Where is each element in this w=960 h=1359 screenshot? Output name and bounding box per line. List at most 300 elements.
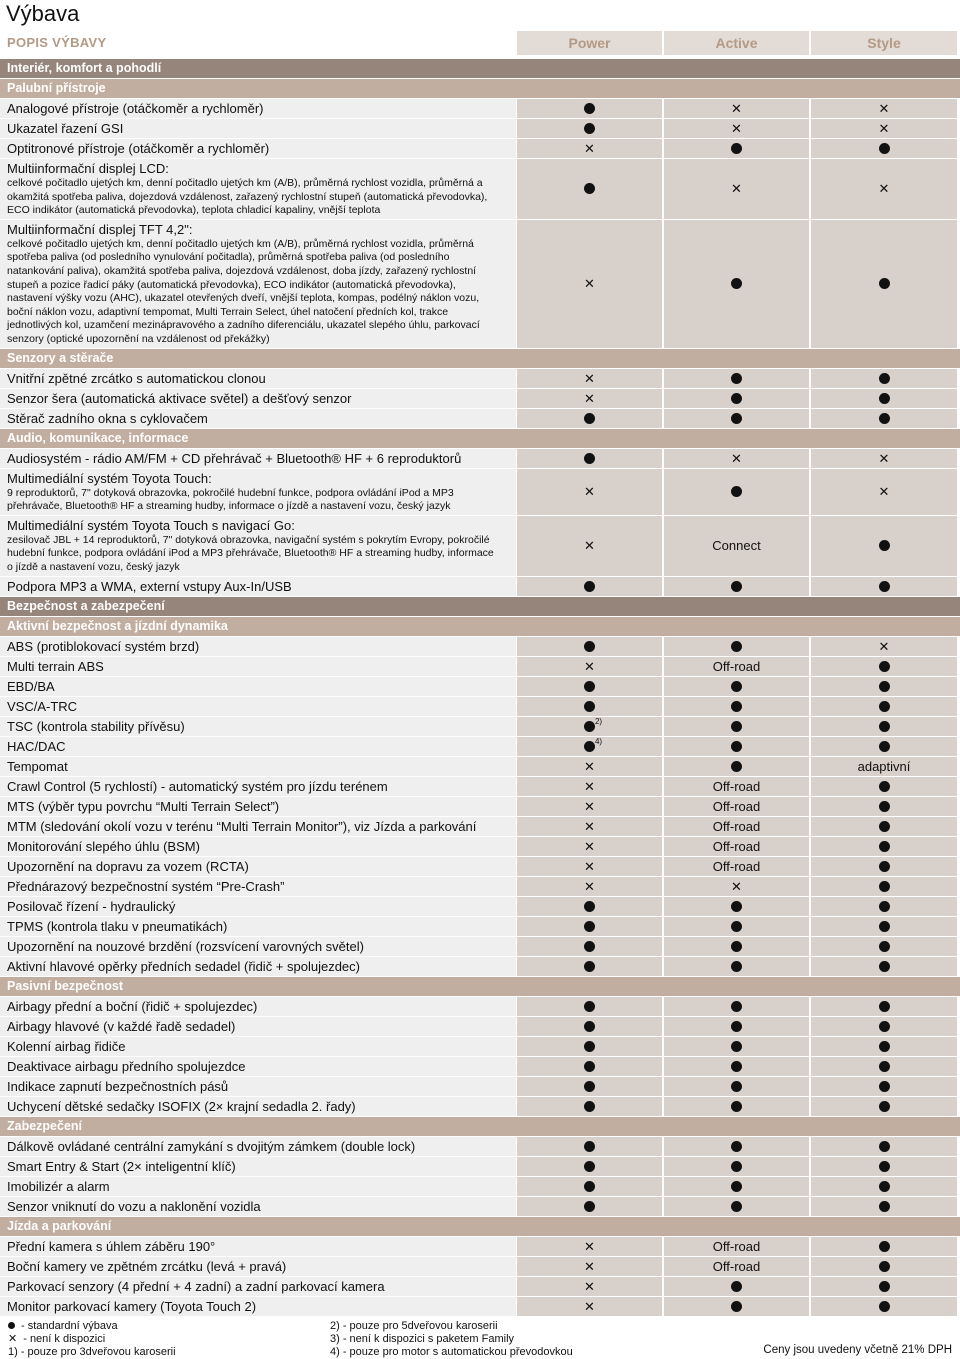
value-cell-style <box>811 119 957 138</box>
dot-icon <box>731 1081 742 1092</box>
legend-note-4: 4) - pouze pro motor s automatickou převodovkou <box>330 1346 573 1358</box>
value-cell-style <box>811 1237 957 1256</box>
feature-text <box>0 1197 505 1216</box>
value-cell-power <box>517 757 662 776</box>
table-row <box>0 1017 960 1037</box>
value-cell-power <box>517 857 662 876</box>
dot-icon <box>584 1141 595 1152</box>
value-cell-style <box>811 697 957 716</box>
value-cell-power <box>517 737 662 756</box>
dot-icon <box>879 1281 890 1292</box>
value-cell-style <box>811 837 957 856</box>
dot-icon <box>731 941 742 952</box>
dot-icon <box>879 721 890 732</box>
value-cell-style <box>811 897 957 916</box>
feature-text <box>0 369 505 388</box>
value-cell-style <box>811 1057 957 1076</box>
feature-label: Airbagy přední a boční (řidič + spolujezdec) <box>7 998 258 1014</box>
feature-label: Přednárazový bezpečnostní systém “Pre-Crash” <box>7 878 285 894</box>
dot-icon <box>584 721 595 732</box>
legend-standard: - standardní výbava <box>21 1320 118 1332</box>
cross-icon: ✕ <box>584 858 595 874</box>
value-cell-power <box>517 1057 662 1076</box>
table-row <box>0 220 960 349</box>
value-cell-active <box>664 469 809 515</box>
value-cell-active <box>664 957 809 976</box>
dot-icon <box>879 961 890 972</box>
value-cell-power <box>517 1297 662 1316</box>
feature-label: Posilovač řízení - hydraulický <box>7 898 176 914</box>
table-row <box>0 1277 960 1297</box>
dot-icon <box>731 741 742 752</box>
dot-icon <box>879 540 890 551</box>
feature-text <box>0 817 505 836</box>
table-row <box>0 1297 960 1317</box>
dot-icon <box>731 1021 742 1032</box>
cross-icon: ✕ <box>731 101 742 116</box>
dot-icon <box>879 1101 890 1112</box>
feature-label: HAC/DAC <box>7 738 66 754</box>
value-cell-power <box>517 99 662 118</box>
feature-label: Podpora MP3 a WMA, externí vstupy Aux-In/USB <box>7 578 292 594</box>
value-cell-style <box>811 577 957 596</box>
value-cell-style <box>811 937 957 956</box>
value-cell-style <box>811 637 957 656</box>
value-cell-style <box>811 1277 957 1296</box>
table-row <box>0 917 960 937</box>
table-row <box>0 1157 960 1177</box>
value-cell-power <box>517 119 662 138</box>
feature-label: Senzor vniknutí do vozu a naklonění vozidla <box>7 1198 261 1214</box>
value-cell-power <box>517 697 662 716</box>
table-row <box>0 837 960 857</box>
value-cell-style <box>811 877 957 896</box>
value-cell-active <box>664 737 809 756</box>
value-cell-active <box>664 937 809 956</box>
value-cell-active <box>664 897 809 916</box>
feature-label: Monitorování slepého úhlu (BSM) <box>7 838 200 854</box>
value-cell-style <box>811 139 957 158</box>
feature-text <box>0 777 505 796</box>
value-cell-active <box>664 139 809 158</box>
table-row <box>0 139 960 159</box>
table-row <box>0 1257 960 1277</box>
feature-text <box>0 516 505 576</box>
feature-text <box>0 637 505 656</box>
value-cell-active <box>664 857 809 876</box>
feature-label: Parkovací senzory (4 přední + 4 zadní) a zadní parkovací kamera <box>7 1278 385 1294</box>
feature-text <box>0 1157 505 1176</box>
dot-icon <box>731 413 742 424</box>
cross-icon: ✕ <box>731 121 742 136</box>
value-cell-style <box>811 99 957 118</box>
value-cell-power <box>517 997 662 1016</box>
value-cell-power <box>517 837 662 856</box>
cross-icon: ✕ <box>584 390 595 406</box>
value-cell-power <box>517 1177 662 1196</box>
feature-label: Uchycení dětské sedačky ISOFIX (2× krajní sedadla 2. řady) <box>7 1098 356 1114</box>
table-row <box>0 717 960 737</box>
value-cell-style <box>811 1197 957 1216</box>
dot-icon <box>584 581 595 592</box>
value-cell-style <box>811 1297 957 1316</box>
table-row <box>0 577 960 597</box>
feature-label: Multiinformační displej TFT 4,2": <box>7 221 193 237</box>
dot-icon <box>731 961 742 972</box>
feature-text <box>0 857 505 876</box>
feature-detail: 9 reproduktorů, 7" dotyková obrazovka, pokročilé hudební funkce, podpora ovládání iPod a MP3 přehrávače, Bluetooth® HF a streaming hudby, informace o jízdě a nastavení vozu, český jazyk <box>7 486 454 513</box>
value-text: Connect <box>712 538 761 554</box>
table-row <box>0 1137 960 1157</box>
cross-icon: ✕ <box>584 141 595 156</box>
feature-text <box>0 119 505 138</box>
value-text: Off-road <box>712 798 761 814</box>
dot-icon <box>731 1181 742 1192</box>
dot-icon <box>879 841 890 852</box>
feature-label: Crawl Control (5 rychlostí) - automatický systém pro jízdu terénem <box>7 778 388 794</box>
dot-icon <box>8 1322 15 1329</box>
table-row <box>0 1197 960 1217</box>
value-cell-power <box>517 937 662 956</box>
table-row <box>0 409 960 429</box>
feature-label: Multimediální systém Toyota Touch s navigací Go: <box>7 517 295 533</box>
feature-text <box>0 220 505 348</box>
value-cell-active <box>664 369 809 388</box>
feature-text <box>0 1297 505 1316</box>
dot-icon <box>879 881 890 892</box>
value-cell-power <box>517 389 662 408</box>
table-row <box>0 449 960 469</box>
cross-icon: ✕ <box>731 450 742 466</box>
value-cell-power <box>517 1277 662 1296</box>
column-header-active: Active <box>664 31 809 55</box>
value-cell-power <box>517 369 662 388</box>
dot-icon <box>879 1301 890 1312</box>
feature-text <box>0 1277 505 1296</box>
subsection-header: Senzory a stěrače <box>0 349 960 369</box>
feature-label: Tempomat <box>7 758 68 774</box>
value-cell-style <box>811 777 957 796</box>
dot-icon <box>731 373 742 384</box>
value-cell-style <box>811 717 957 736</box>
feature-detail: celkové počitadlo ujetých km, denní počitadlo ujetých km (A/B), průměrná rychlost vozidla, průměrná spotřeba paliva (od posledního vynulování počitadla), průměrná spotřeba paliva (od posledního natankování paliva), okamžitá spotřeba paliva, dojezdová vzdálenost, doba jízdy, zařazený rychlostní stupeň a pozice řadicí páky (automatická převodovka), ECO indikátor (automatická převodovka), nastavení výšky vozu (AHC), ukazatel otevřených dveří, vnější teplota, kompas, podélný náklon vozu, boční náklon vozu, adaptivní tempomat, Multi Terrain Select, úhel natočení předních kol, trakce jednotlivých kol, uzamčení mezinápravového a zadního diferenciálu, ukazatel slepého úhlu, parkovací senzory (optické upozornění na vzdálenost od překážky) <box>7 237 480 345</box>
dot-icon <box>879 1021 890 1032</box>
dot-icon <box>879 1181 890 1192</box>
value-cell-power <box>517 897 662 916</box>
value-cell-power <box>517 637 662 656</box>
dot-icon <box>879 1261 890 1272</box>
value-cell-active <box>664 797 809 816</box>
value-cell-style <box>811 957 957 976</box>
value-cell-style <box>811 1077 957 1096</box>
cross-icon: ✕ <box>584 838 595 854</box>
feature-label: Imobilizér a alarm <box>7 1178 110 1194</box>
feature-text <box>0 1077 505 1096</box>
table-row <box>0 1237 960 1257</box>
value-cell-power <box>517 577 662 596</box>
dot-icon <box>584 1161 595 1172</box>
value-cell-active <box>664 997 809 1016</box>
feature-label: Monitor parkovací kamery (Toyota Touch 2) <box>7 1298 257 1314</box>
value-cell-power <box>517 1037 662 1056</box>
dot-icon <box>731 1201 742 1212</box>
table-row <box>0 757 960 777</box>
dot-icon <box>879 393 890 404</box>
feature-text <box>0 1177 505 1196</box>
value-cell-power <box>517 1257 662 1276</box>
subsection-header: Aktivní bezpečnost a jízdní dynamika <box>0 617 960 637</box>
feature-text <box>0 1057 505 1076</box>
value-text: Off-road <box>712 778 761 794</box>
value-cell-active <box>664 1197 809 1216</box>
dot-icon <box>584 921 595 932</box>
value-cell-power <box>517 449 662 468</box>
cross-icon: ✕ <box>731 878 742 894</box>
cross-icon: ✕ <box>584 1238 595 1254</box>
cross-icon: ✕ <box>584 370 595 386</box>
feature-text <box>0 1097 505 1116</box>
feature-text <box>0 139 505 158</box>
value-cell-active <box>664 119 809 138</box>
table-row <box>0 877 960 897</box>
cross-icon: ✕ <box>584 276 595 292</box>
footnote-marker: 4) <box>594 736 603 746</box>
dot-icon <box>584 741 595 752</box>
feature-label: Senzor šera (automatická aktivace světel) a dešťový senzor <box>7 390 352 406</box>
value-text: Off-road <box>712 838 761 854</box>
equipment-table <box>0 59 960 1317</box>
dot-icon <box>584 1201 595 1212</box>
feature-text <box>0 677 505 696</box>
dot-icon <box>731 921 742 932</box>
dot-icon <box>879 581 890 592</box>
value-cell-active <box>664 1277 809 1296</box>
cross-icon: ✕ <box>878 101 890 116</box>
legend-note-1: 1) - pouze pro 3dveřovou karoserii <box>8 1346 176 1358</box>
value-cell-active <box>664 1157 809 1176</box>
value-cell-power <box>517 1077 662 1096</box>
value-cell-active <box>664 1017 809 1036</box>
dot-icon <box>879 941 890 952</box>
dot-icon <box>731 1301 742 1312</box>
price-note: Ceny jsou uvedeny včetně 21% DPH <box>763 1344 952 1356</box>
dot-icon <box>584 1101 595 1112</box>
dot-icon <box>584 901 595 912</box>
dot-icon <box>584 453 595 464</box>
value-cell-active <box>664 577 809 596</box>
table-row <box>0 957 960 977</box>
table-row <box>0 1097 960 1117</box>
value-cell-power <box>517 220 662 348</box>
feature-detail: celkové počitadlo ujetých km, denní počitadlo ujetých km (A/B), průměrná rychlost vozidla, průměrná a okamžitá spotřeba paliva, dojezdová vzdálenost, zařazený rychlostní stupeň (automatická převodovka), ECO indikátor (automatická převodovka), teplota chladicí kapaliny, vnější teplota <box>7 177 488 217</box>
dot-icon <box>584 103 595 114</box>
dot-icon <box>879 701 890 712</box>
dot-icon <box>584 1061 595 1072</box>
dot-icon <box>879 1041 890 1052</box>
table-row <box>0 469 960 516</box>
value-cell-power <box>517 469 662 515</box>
value-text: Off-road <box>712 1258 761 1274</box>
feature-label: Dálkově ovládané centrální zamykání s dvojitým zámkem (double lock) <box>7 1138 416 1154</box>
value-cell-power <box>517 877 662 896</box>
dot-icon <box>731 1141 742 1152</box>
dot-icon <box>731 278 742 289</box>
value-cell-style <box>811 737 957 756</box>
value-cell-style <box>811 409 957 428</box>
feature-text <box>0 577 505 596</box>
value-cell-style <box>811 220 957 348</box>
feature-label: VSC/A-TRC <box>7 698 78 714</box>
cross-icon: ✕ <box>731 181 742 197</box>
value-cell-style <box>811 757 957 776</box>
feature-label: Vnitřní zpětné zrcátko s automatickou clonou <box>7 370 266 386</box>
feature-label: Multi terrain ABS <box>7 658 104 674</box>
table-row <box>0 737 960 757</box>
dot-icon <box>584 1181 595 1192</box>
table-row <box>0 159 960 220</box>
dot-icon <box>879 1241 890 1252</box>
cross-icon: ✕ <box>584 1298 595 1314</box>
value-cell-active <box>664 389 809 408</box>
cross-icon: ✕ <box>878 484 890 500</box>
value-cell-style <box>811 389 957 408</box>
value-cell-style <box>811 657 957 676</box>
cross-icon: ✕ <box>878 450 890 466</box>
cross-icon: ✕ <box>878 181 890 197</box>
feature-label: TSC (kontrola stability přívěsu) <box>7 718 185 734</box>
value-cell-active <box>664 677 809 696</box>
cross-icon: ✕ <box>584 818 595 834</box>
section-header: Interiér, komfort a pohodlí <box>0 59 960 79</box>
legend-not-available: - není k dispozici <box>23 1333 106 1345</box>
value-cell-active <box>664 1297 809 1316</box>
cross-icon: ✕ <box>584 758 595 774</box>
dot-icon <box>879 1001 890 1012</box>
cross-icon: ✕ <box>584 538 595 554</box>
dot-icon <box>584 641 595 652</box>
value-cell-active <box>664 159 809 219</box>
feature-label: Audiosystém - rádio AM/FM + CD přehrávač + Bluetooth® HF + 6 reproduktorů <box>7 450 462 466</box>
legend <box>0 1316 960 1359</box>
table-row <box>0 369 960 389</box>
table-row <box>0 857 960 877</box>
dot-icon <box>879 278 890 289</box>
feature-text <box>0 717 505 736</box>
feature-label: Upozornění na nouzové brzdění (rozsvícení varovných světel) <box>7 938 364 954</box>
dot-icon <box>584 123 595 134</box>
footnote-marker: 2) <box>594 716 603 726</box>
value-cell-active <box>664 1257 809 1276</box>
dot-icon <box>731 641 742 652</box>
feature-text <box>0 1017 505 1036</box>
description-header: POPIS VÝBAVY <box>7 35 107 50</box>
cross-icon: ✕ <box>584 1278 595 1294</box>
value-cell-style <box>811 449 957 468</box>
dot-icon <box>879 1141 890 1152</box>
feature-text <box>0 1257 505 1276</box>
dot-icon <box>731 1061 742 1072</box>
subsection-header: Audio, komunikace, informace <box>0 429 960 449</box>
dot-icon <box>584 961 595 972</box>
dot-icon <box>879 661 890 672</box>
feature-text <box>0 737 505 756</box>
feature-text <box>0 897 505 916</box>
feature-label: Smart Entry & Start (2× inteligentní klíč) <box>7 1158 236 1174</box>
table-row <box>0 677 960 697</box>
value-cell-power <box>517 1137 662 1156</box>
value-cell-active <box>664 1137 809 1156</box>
value-cell-power <box>517 1097 662 1116</box>
value-cell-style <box>811 1097 957 1116</box>
value-cell-power <box>517 957 662 976</box>
dot-icon <box>879 921 890 932</box>
feature-text <box>0 957 505 976</box>
feature-label: Ukazatel řazení GSI <box>7 121 124 136</box>
dot-icon <box>879 901 890 912</box>
feature-text <box>0 697 505 716</box>
value-cell-active <box>664 917 809 936</box>
table-row <box>0 657 960 677</box>
feature-text <box>0 99 505 118</box>
value-cell-active <box>664 777 809 796</box>
value-cell-active <box>664 837 809 856</box>
value-text: adaptivní <box>857 758 911 774</box>
cross-icon: ✕ <box>584 878 595 894</box>
value-cell-active <box>664 1077 809 1096</box>
feature-text <box>0 657 505 676</box>
dot-icon <box>584 413 595 424</box>
value-cell-style <box>811 1017 957 1036</box>
dot-icon <box>731 1281 742 1292</box>
table-header <box>0 31 960 57</box>
cross-icon: ✕ <box>584 484 595 500</box>
value-cell-power <box>517 717 662 736</box>
dot-icon <box>879 1081 890 1092</box>
feature-label: MTS (výběr typu povrchu “Multi Terrain Select”) <box>7 798 280 814</box>
value-cell-power <box>517 917 662 936</box>
value-cell-active <box>664 1097 809 1116</box>
feature-text <box>0 937 505 956</box>
value-cell-active <box>664 657 809 676</box>
dot-icon <box>584 941 595 952</box>
dot-icon <box>879 143 890 154</box>
value-cell-power <box>517 777 662 796</box>
feature-text <box>0 159 505 219</box>
feature-label: Upozornění na dopravu za vozem (RCTA) <box>7 858 249 874</box>
value-text: Off-road <box>712 818 761 834</box>
feature-text <box>0 797 505 816</box>
dot-icon <box>879 781 890 792</box>
dot-icon <box>731 901 742 912</box>
dot-icon <box>731 486 742 497</box>
value-text: Off-road <box>712 858 761 874</box>
feature-text <box>0 409 505 428</box>
dot-icon <box>731 581 742 592</box>
cross-icon: ✕ <box>584 778 595 794</box>
value-cell-style <box>811 1037 957 1056</box>
subsection-header: Palubní přístroje <box>0 79 960 99</box>
value-cell-power <box>517 1237 662 1256</box>
value-cell-style <box>811 1177 957 1196</box>
table-row <box>0 997 960 1017</box>
subsection-header: Pasivní bezpečnost <box>0 977 960 997</box>
table-row <box>0 1177 960 1197</box>
value-cell-style <box>811 857 957 876</box>
table-row <box>0 389 960 409</box>
dot-icon <box>879 1201 890 1212</box>
table-row <box>0 99 960 119</box>
dot-icon <box>879 821 890 832</box>
